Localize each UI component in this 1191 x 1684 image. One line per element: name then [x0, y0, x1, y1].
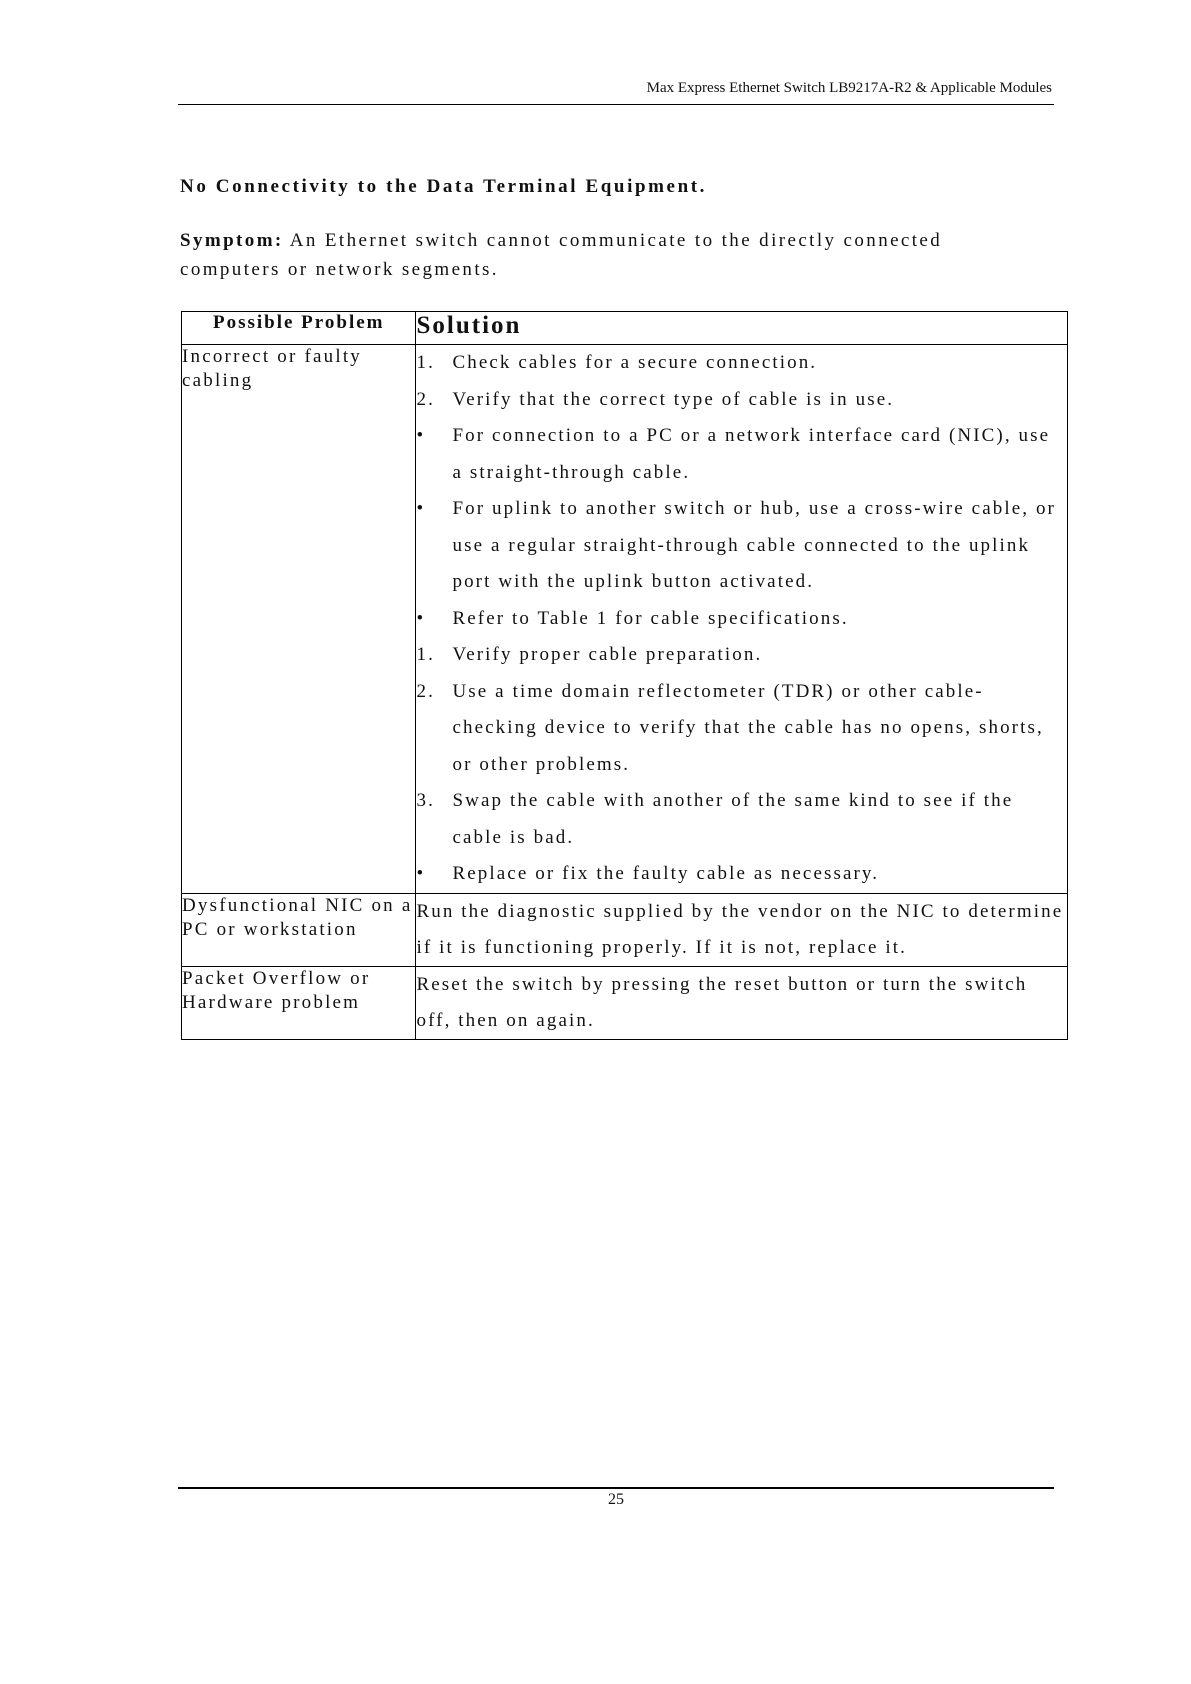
problem-cell: Dysfunctional NIC on a PC or workstation [182, 893, 416, 966]
header-possible-problem: Possible Problem [182, 312, 416, 345]
solution-text: For connection to a PC or a network interface card (NIC), use a straight-through cable. [452, 425, 1051, 483]
table-header-row [182, 312, 1068, 345]
solution-text: Check cables for a secure connection. [452, 352, 818, 373]
problem-cell: Packet Overflow or Hardware problem [182, 966, 416, 1039]
solution-item [416, 491, 1067, 601]
troubleshooting-table [181, 311, 1068, 1040]
solution-item [416, 601, 1067, 638]
solution-item [416, 783, 1067, 856]
list-marker: 2. [416, 680, 435, 702]
list-marker: 3. [416, 790, 435, 811]
bullet-marker: • [416, 498, 426, 519]
list-marker: 2. [416, 388, 435, 410]
table-row [182, 966, 1068, 1039]
table-row [182, 345, 1068, 894]
list-marker: 1. [416, 644, 435, 665]
bullet-marker: • [416, 425, 426, 446]
solution-item [416, 856, 1067, 893]
symptom-label: Symptom: [180, 230, 284, 251]
solution-cell: Reset the switch by pressing the reset button or turn the switch off, then on again. [416, 966, 1068, 1039]
solution-item [416, 345, 1067, 382]
solution-text: Swap the cable with another of the same kind to see if the cable is bad. [452, 790, 1014, 848]
header-solution: Solution [416, 312, 1068, 345]
solution-text: Verify that the correct type of cable is in use. [452, 388, 895, 410]
header-title: Max Express Ethernet Switch LB9217A-R2 & Applicable Modules [646, 80, 1052, 96]
solution-text: Replace or fix the faulty cable as necessary. [452, 863, 880, 884]
solution-list [416, 345, 1067, 893]
bullet-marker: • [416, 863, 426, 884]
solution-text: For uplink to another switch or hub, use a cross-wire cable, or use a regular straight-through cable connected to the uplink port with the uplink button activated. [452, 498, 1056, 592]
table-row [182, 893, 1068, 966]
solution-item [416, 382, 1067, 419]
solution-cell: Run the diagnostic supplied by the vendor on the NIC to determine if it is functioning properly. If it is not, replace it. [416, 893, 1068, 966]
section-title: No Connectivity to the Data Terminal Equipment. [180, 176, 708, 197]
solution-text: Refer to Table 1 for cable specifications. [452, 607, 849, 629]
bullet-marker: • [416, 607, 426, 629]
solution-text: Use a time domain reflectometer (TDR) or other cable-checking device to verify that the cable has no opens, shorts, or other problems. [452, 680, 1044, 775]
problem-cell: Incorrect or faulty cabling [182, 345, 416, 894]
list-marker: 1. [416, 352, 435, 373]
solution-item [416, 637, 1067, 674]
solution-item [416, 674, 1067, 784]
solution-cell [416, 345, 1068, 894]
solution-item [416, 418, 1067, 491]
symptom-paragraph [180, 226, 1020, 284]
page-number: 25 [608, 1491, 624, 1508]
page-header [178, 80, 1054, 105]
page-footer [178, 1487, 1054, 1508]
solution-text: Verify proper cable preparation. [452, 644, 763, 665]
symptom-text: An Ethernet switch cannot communicate to the directly connected computers or network segments. [180, 230, 943, 280]
